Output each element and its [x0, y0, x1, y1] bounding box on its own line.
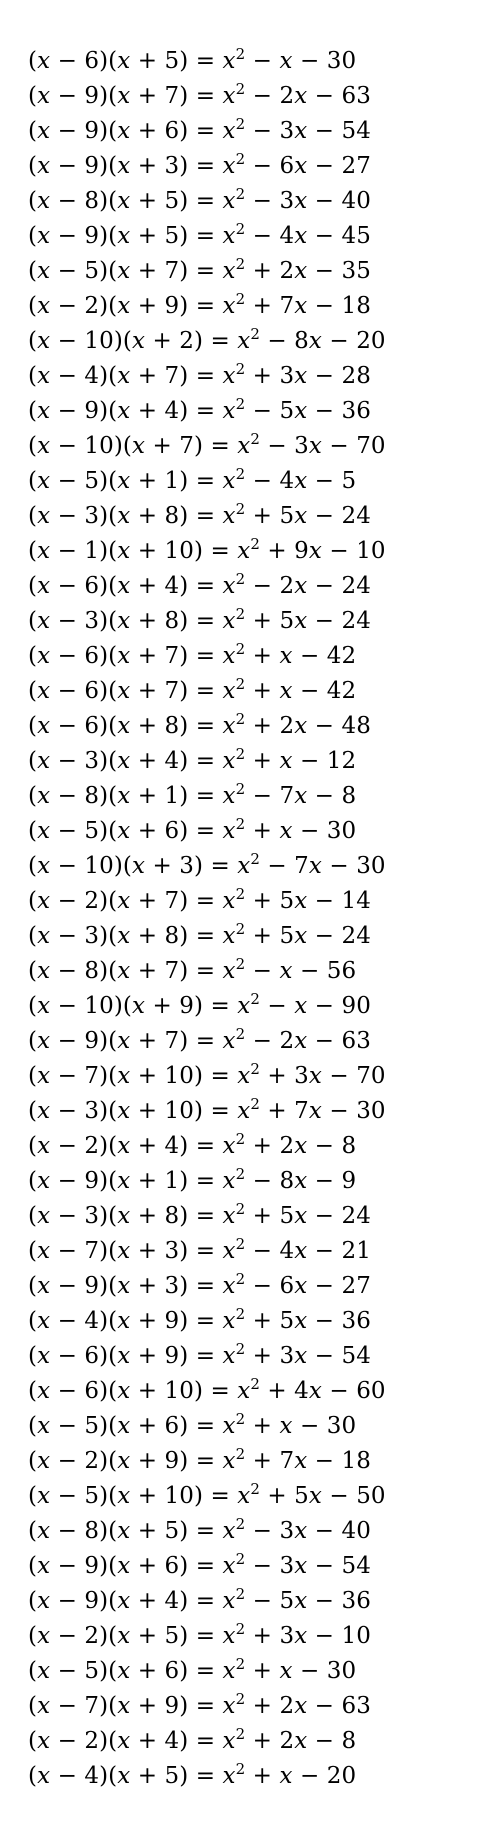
equation-row	[28, 184, 386, 219]
equation-text: $(x - 3)(x + 8) = x^2 + 5x - 24$	[28, 920, 371, 949]
equation-text: $(x - 5)(x + 1) = x^2 - 4x - 5$	[28, 465, 357, 494]
equation-row	[28, 1619, 386, 1654]
equation-row	[28, 464, 386, 499]
equation-text: $(x - 10)(x + 9) = x^2 - x - 90$	[28, 990, 371, 1019]
equation-row	[28, 1269, 386, 1304]
equation-row	[28, 1479, 386, 1514]
equation-text: $(x - 4)(x + 9) = x^2 + 5x - 36$	[28, 1305, 371, 1334]
equation-text: $(x - 3)(x + 8) = x^2 + 5x - 24$	[28, 500, 371, 529]
equation-text: $(x - 9)(x + 1) = x^2 - 8x - 9$	[28, 1165, 357, 1194]
equation-text: $(x - 3)(x + 10) = x^2 + 7x - 30$	[28, 1095, 386, 1124]
equation-row	[28, 1234, 386, 1269]
equation-row	[28, 639, 386, 674]
equation-row	[28, 219, 386, 254]
equation-text: $(x - 2)(x + 7) = x^2 + 5x - 14$	[28, 885, 371, 914]
equation-row	[28, 534, 386, 569]
equation-row	[28, 1199, 386, 1234]
equation-row	[28, 674, 386, 709]
equation-row	[28, 604, 386, 639]
equation-row	[28, 324, 386, 359]
equation-text: $(x - 9)(x + 3) = x^2 - 6x - 27$	[28, 1270, 371, 1299]
equation-text: $(x - 9)(x + 7) = x^2 - 2x - 63$	[28, 80, 371, 109]
equation-text: $(x - 3)(x + 8) = x^2 + 5x - 24$	[28, 1200, 371, 1229]
equation-text: $(x - 8)(x + 1) = x^2 - 7x - 8$	[28, 780, 357, 809]
equation-row	[28, 1374, 386, 1409]
equation-text: $(x - 8)(x + 7) = x^2 - x - 56$	[28, 955, 357, 984]
equation-row	[28, 44, 386, 79]
equation-text: $(x - 5)(x + 6) = x^2 + x - 30$	[28, 1655, 357, 1684]
equation-row	[28, 114, 386, 149]
equation-row	[28, 394, 386, 429]
equation-row	[28, 849, 386, 884]
equation-row	[28, 1129, 386, 1164]
equation-text: $(x - 9)(x + 7) = x^2 - 2x - 63$	[28, 1025, 371, 1054]
equation-text: $(x - 3)(x + 8) = x^2 + 5x - 24$	[28, 605, 371, 634]
equation-row	[28, 1549, 386, 1584]
equation-row	[28, 1094, 386, 1129]
equation-text: $(x - 9)(x + 3) = x^2 - 6x - 27$	[28, 150, 371, 179]
equation-row	[28, 814, 386, 849]
equation-row	[28, 1654, 386, 1689]
equation-text: $(x - 8)(x + 5) = x^2 - 3x - 40$	[28, 1515, 371, 1544]
equation-text: $(x - 10)(x + 3) = x^2 - 7x - 30$	[28, 850, 386, 879]
equation-row	[28, 919, 386, 954]
equation-text: $(x - 5)(x + 6) = x^2 + x - 30$	[28, 1410, 357, 1439]
equation-row	[28, 254, 386, 289]
equation-row	[28, 1444, 386, 1479]
equation-text: $(x - 5)(x + 7) = x^2 + 2x - 35$	[28, 255, 371, 284]
equation-text: $(x - 2)(x + 9) = x^2 + 7x - 18$	[28, 1445, 371, 1474]
equation-row	[28, 1409, 386, 1444]
equation-row	[28, 1759, 386, 1794]
equation-list	[28, 44, 386, 1794]
equation-text: $(x - 4)(x + 5) = x^2 + x - 20$	[28, 1760, 357, 1789]
equation-row	[28, 499, 386, 534]
equation-text: $(x - 10)(x + 2) = x^2 - 8x - 20$	[28, 325, 386, 354]
equation-row	[28, 709, 386, 744]
equation-text: $(x - 9)(x + 4) = x^2 - 5x - 36$	[28, 395, 371, 424]
equation-row	[28, 1164, 386, 1199]
equation-row	[28, 289, 386, 324]
equation-text: $(x - 6)(x + 7) = x^2 + x - 42$	[28, 675, 357, 704]
equation-text: $(x - 9)(x + 6) = x^2 - 3x - 54$	[28, 115, 371, 144]
equation-text: $(x - 9)(x + 5) = x^2 - 4x - 45$	[28, 220, 371, 249]
equation-text: $(x - 7)(x + 3) = x^2 - 4x - 21$	[28, 1235, 371, 1264]
equation-text: $(x - 9)(x + 4) = x^2 - 5x - 36$	[28, 1585, 371, 1614]
equation-text: $(x - 7)(x + 9) = x^2 + 2x - 63$	[28, 1690, 371, 1719]
equation-row	[28, 1339, 386, 1374]
equation-row	[28, 954, 386, 989]
equation-text: $(x - 10)(x + 7) = x^2 - 3x - 70$	[28, 430, 386, 459]
equation-text: $(x - 1)(x + 10) = x^2 + 9x - 10$	[28, 535, 386, 564]
equation-row	[28, 149, 386, 184]
equation-row	[28, 79, 386, 114]
equation-row	[28, 779, 386, 814]
equation-text: $(x - 5)(x + 6) = x^2 + x - 30$	[28, 815, 357, 844]
equation-text: $(x - 3)(x + 4) = x^2 + x - 12$	[28, 745, 357, 774]
equation-text: $(x - 6)(x + 7) = x^2 + x - 42$	[28, 640, 357, 669]
equation-row	[28, 1059, 386, 1094]
equation-row	[28, 1304, 386, 1339]
equation-row	[28, 884, 386, 919]
equation-text: $(x - 6)(x + 5) = x^2 - x - 30$	[28, 45, 357, 74]
equation-text: $(x - 2)(x + 9) = x^2 + 7x - 18$	[28, 290, 371, 319]
equation-text: $(x - 5)(x + 10) = x^2 + 5x - 50$	[28, 1480, 386, 1509]
equation-row	[28, 1024, 386, 1059]
equation-row	[28, 1584, 386, 1619]
equation-row	[28, 744, 386, 779]
equation-text: $(x - 6)(x + 4) = x^2 - 2x - 24$	[28, 570, 371, 599]
equation-text: $(x - 8)(x + 5) = x^2 - 3x - 40$	[28, 185, 371, 214]
equation-row	[28, 1724, 386, 1759]
equation-row	[28, 429, 386, 464]
equation-row	[28, 1689, 386, 1724]
equation-row	[28, 359, 386, 394]
equation-text: $(x - 6)(x + 9) = x^2 + 3x - 54$	[28, 1340, 371, 1369]
equation-text: $(x - 6)(x + 8) = x^2 + 2x - 48$	[28, 710, 371, 739]
equation-text: $(x - 2)(x + 4) = x^2 + 2x - 8$	[28, 1130, 357, 1159]
equation-text: $(x - 9)(x + 6) = x^2 - 3x - 54$	[28, 1550, 371, 1579]
equation-text: $(x - 4)(x + 7) = x^2 + 3x - 28$	[28, 360, 371, 389]
equation-text: $(x - 2)(x + 5) = x^2 + 3x - 10$	[28, 1620, 371, 1649]
equation-text: $(x - 7)(x + 10) = x^2 + 3x - 70$	[28, 1060, 386, 1089]
equation-text: $(x - 6)(x + 10) = x^2 + 4x - 60$	[28, 1375, 386, 1404]
equation-row	[28, 569, 386, 604]
equation-text: $(x - 2)(x + 4) = x^2 + 2x - 8$	[28, 1725, 357, 1754]
equation-row	[28, 989, 386, 1024]
equation-row	[28, 1514, 386, 1549]
